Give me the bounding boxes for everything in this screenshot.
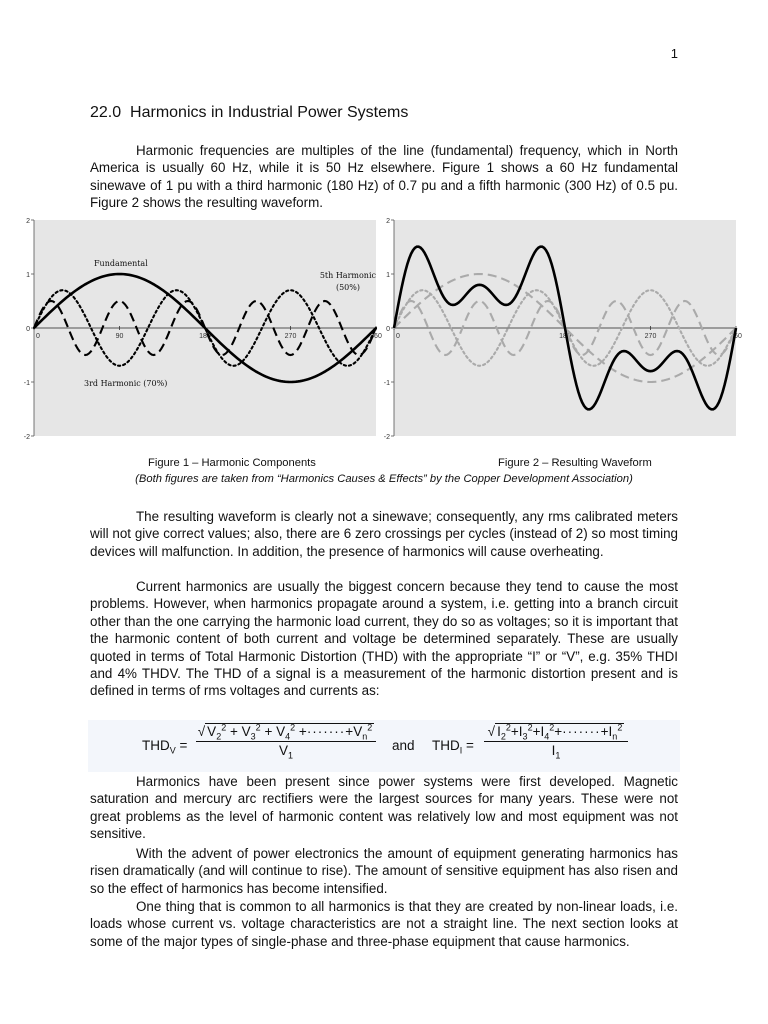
y-tick-label: 2 <box>386 218 390 225</box>
chart-annotation: 5th Harmonic <box>319 271 376 280</box>
x-tick-label: 90 <box>115 333 124 340</box>
figure-2-svg <box>383 216 744 441</box>
thd-v-label <box>142 738 188 756</box>
x-tick-label: 360 <box>370 333 382 340</box>
y-tick-label: -1 <box>23 380 30 387</box>
thd-i-denominator: $I_1$ <box>551 743 561 761</box>
y-tick-label: -1 <box>383 380 390 387</box>
x-tick-label: 0 <box>396 333 400 340</box>
y-tick-label: -2 <box>23 434 30 441</box>
paragraph-power-electronics: With the advent of power electronics the amount of equipment generating harmonics has risen dramatically (and will continue to rise). The amount of sensitive equipment has also risen and so the effect of harmonics has become intensified. <box>90 846 678 896</box>
thd-v-subscript: V <box>169 745 176 756</box>
x-tick-label: 270 <box>284 333 297 340</box>
y-tick-label: 2 <box>26 218 30 225</box>
thd-formula-block <box>88 720 680 772</box>
figure-1-chart <box>23 216 384 441</box>
paragraph-non-linear-loads: One thing that is common to all harmonics is that they are created by non-linear loads, i.e. loads whose current vs. voltage characteristics are not a straight line. The next section looks at some of the major types of single-phase and three-phase equipment that cause harmonics. <box>90 899 678 949</box>
equals-sign: = <box>179 738 188 753</box>
chart-annotation: Fundamental <box>94 259 148 268</box>
thd-v-numerator: √ $V_2^2 + V_3^2 + V_4^2 +\cdot\cdot\cdot\cdot\cdot\cdot\cdot+V_n^2$ <box>197 722 373 742</box>
thd-i-subscript: I <box>459 745 463 756</box>
figure-1-caption: Figure 1 – Harmonic Components <box>148 457 316 469</box>
paragraph-intro: Harmonic frequencies are multiples of the line (fundamental) frequency, which in North America is usually 60 Hz, while it is 50 Hz elsewhere. Figure 1 shows a 60 Hz fundamental sinewave of 1 pu with a third harmonic (180 Hz) of 0.7 pu and a fifth harmonic (300 Hz) of 0.5 pu. Figure 2 shows the resulting waveform. <box>90 143 678 211</box>
thd-i-numerator: √ $I_2^2+I_3^2+I_4^2+\cdot\cdot\cdot\cdot\cdot\cdot\cdot+I_n^2$ <box>487 722 623 742</box>
thd-v-denominator: $V_1$ <box>278 743 294 761</box>
figure-1-svg <box>23 216 384 441</box>
y-tick-label: 0 <box>26 326 30 333</box>
paragraph-resulting-waveform: The resulting waveform is clearly not a sinewave; consequently, any rms calibrated meters will not give correct values; also, there are 6 zero crossings per cycles (instead of 2) so most timing devices will malfunction. In addition, the presence of harmonics will cause overheating. <box>90 509 678 559</box>
chart-annotation: 3rd Harmonic (70%) <box>84 379 168 388</box>
figure-2-caption: Figure 2 – Resulting Waveform <box>498 457 652 469</box>
section-heading: 22.0 Harmonics in Industrial Power Systems <box>90 104 409 121</box>
thd-v-fraction <box>196 722 376 761</box>
paragraph-current-harmonics: Current harmonics are usually the biggest concern because they tend to cause the most problems. However, when harmonics propagate around a system, i.e. getting into a branch circuit other than the one carrying the harmonic load current, they do so as voltages; so it is important that the harmonic content of both current and voltage be determined separately. These are usually quoted in terms of Total Harmonic Distortion (THD) with the appropriate “I” or “V”, e.g. 35% THDI and 4% THDV. The THD of a signal is a measurement of the harmonic distortion present and is defined in terms of rms voltages and currents as: <box>90 579 678 699</box>
x-tick-label: 360 <box>730 333 742 340</box>
x-tick-label: 270 <box>644 333 657 340</box>
x-tick-label: 180 <box>199 333 211 340</box>
x-tick-label: 0 <box>36 333 40 340</box>
equals-sign: = <box>466 738 474 753</box>
thd-text: THD <box>432 738 460 753</box>
paragraph-history: Harmonics have been present since power systems were first developed. Magnetic saturation and mercury arc rectifiers were the largest sources for many years. These were not great problems as the level of harmonic content was relatively low and most equipment was not sensitive. <box>90 774 678 842</box>
page-number: 1 <box>670 46 678 61</box>
figure-2-chart <box>383 216 744 441</box>
figure-source-note: (Both figures are taken from “Harmonics Causes & Effects” by the Copper Development Association) <box>135 473 633 485</box>
thd-i-label <box>432 738 474 756</box>
y-tick-label: 0 <box>386 326 390 333</box>
thd-i-fraction <box>484 722 628 761</box>
chart-annotation: (50%) <box>335 283 360 292</box>
x-tick-label: 180 <box>559 333 571 340</box>
y-tick-label: -2 <box>383 434 390 441</box>
y-tick-label: 1 <box>26 272 30 279</box>
y-tick-label: 1 <box>386 272 390 279</box>
formula-and-text: and <box>392 738 415 753</box>
thd-text: THD <box>142 738 170 753</box>
